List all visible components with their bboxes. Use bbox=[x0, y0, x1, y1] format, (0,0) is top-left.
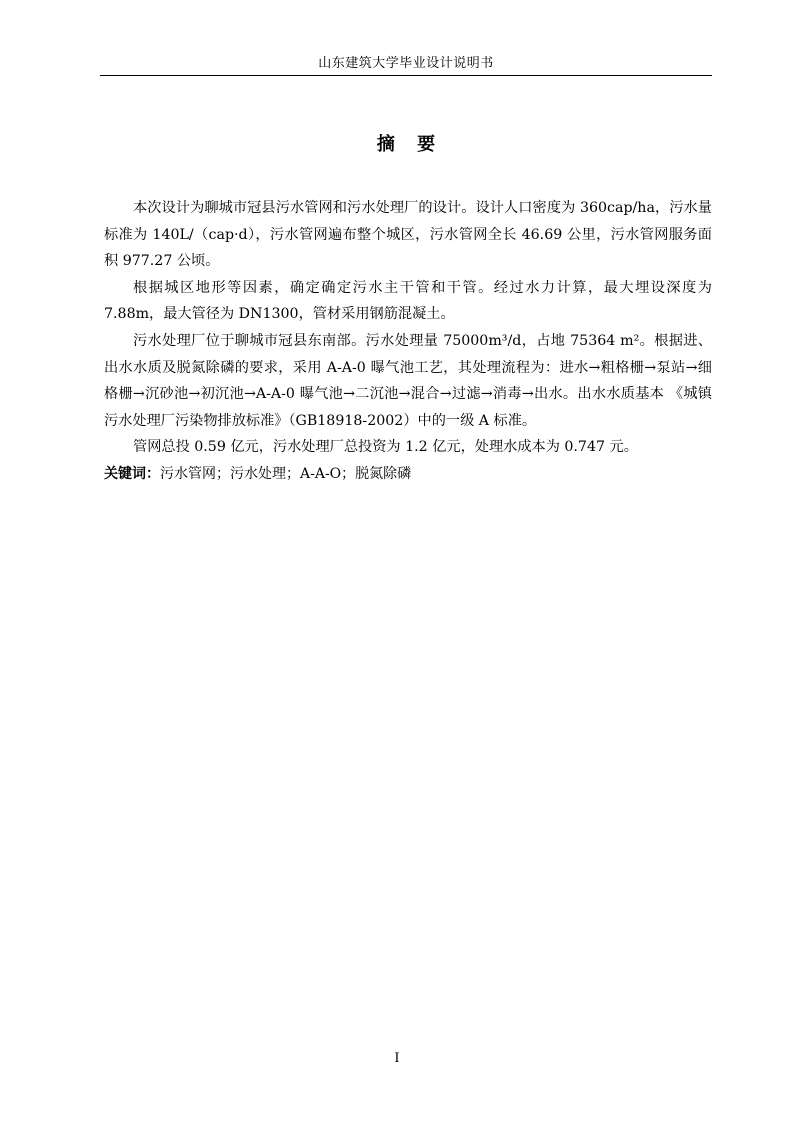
keywords-line bbox=[104, 461, 712, 488]
abstract-body bbox=[104, 195, 712, 488]
running-header: 山东建筑大学毕业设计说明书 bbox=[318, 56, 494, 71]
abstract-paragraph-1: 本次设计为聊城市冠县污水管网和污水处理厂的设计。设计人口密度为 360cap/ha，污水量标准为 140L/（cap·d），污水管网遍布整个城区，污水管网全长 46.69 公里，污水管网服务面积 977.27 公顷。 bbox=[104, 200, 712, 270]
abstract-title: 摘 要 bbox=[376, 134, 444, 155]
page-number: I bbox=[394, 1051, 400, 1066]
keywords-text: 污水管网；污水处理；A-A-O；脱氮除磷 bbox=[160, 465, 412, 482]
abstract-paragraph-2: 根据城区地形等因素，确定确定污水主干管和干管。经过水力计算，最大埋设深度为 7.88m，最大管径为 DN1300，管材采用钢筋混凝土。 bbox=[104, 279, 712, 323]
keywords-label: 关键词： bbox=[104, 465, 160, 482]
abstract-paragraph-3: 污水处理厂位于聊城市冠县东南部。污水处理量 75000m³/d，占地 75364 m²。根据进、出水水质及脱氮除磷的要求，采用 A-A-0 曝气池工艺，其处理流程为：进水→粗格栅→泵站→细格栅→沉砂池→初沉池→A-A-0 曝气池→二沉池→混合→过滤→消毒→出水。出水水质基本 《城镇污水处理厂污染物排放标准》（GB18918-2002）中的一级 A 标准。 bbox=[104, 332, 712, 429]
abstract-paragraph-4: 管网总投 0.59 亿元，污水处理厂总投资为 1.2 亿元，处理水成本为 0.747 元。 bbox=[133, 439, 638, 456]
header-rule bbox=[100, 75, 712, 76]
